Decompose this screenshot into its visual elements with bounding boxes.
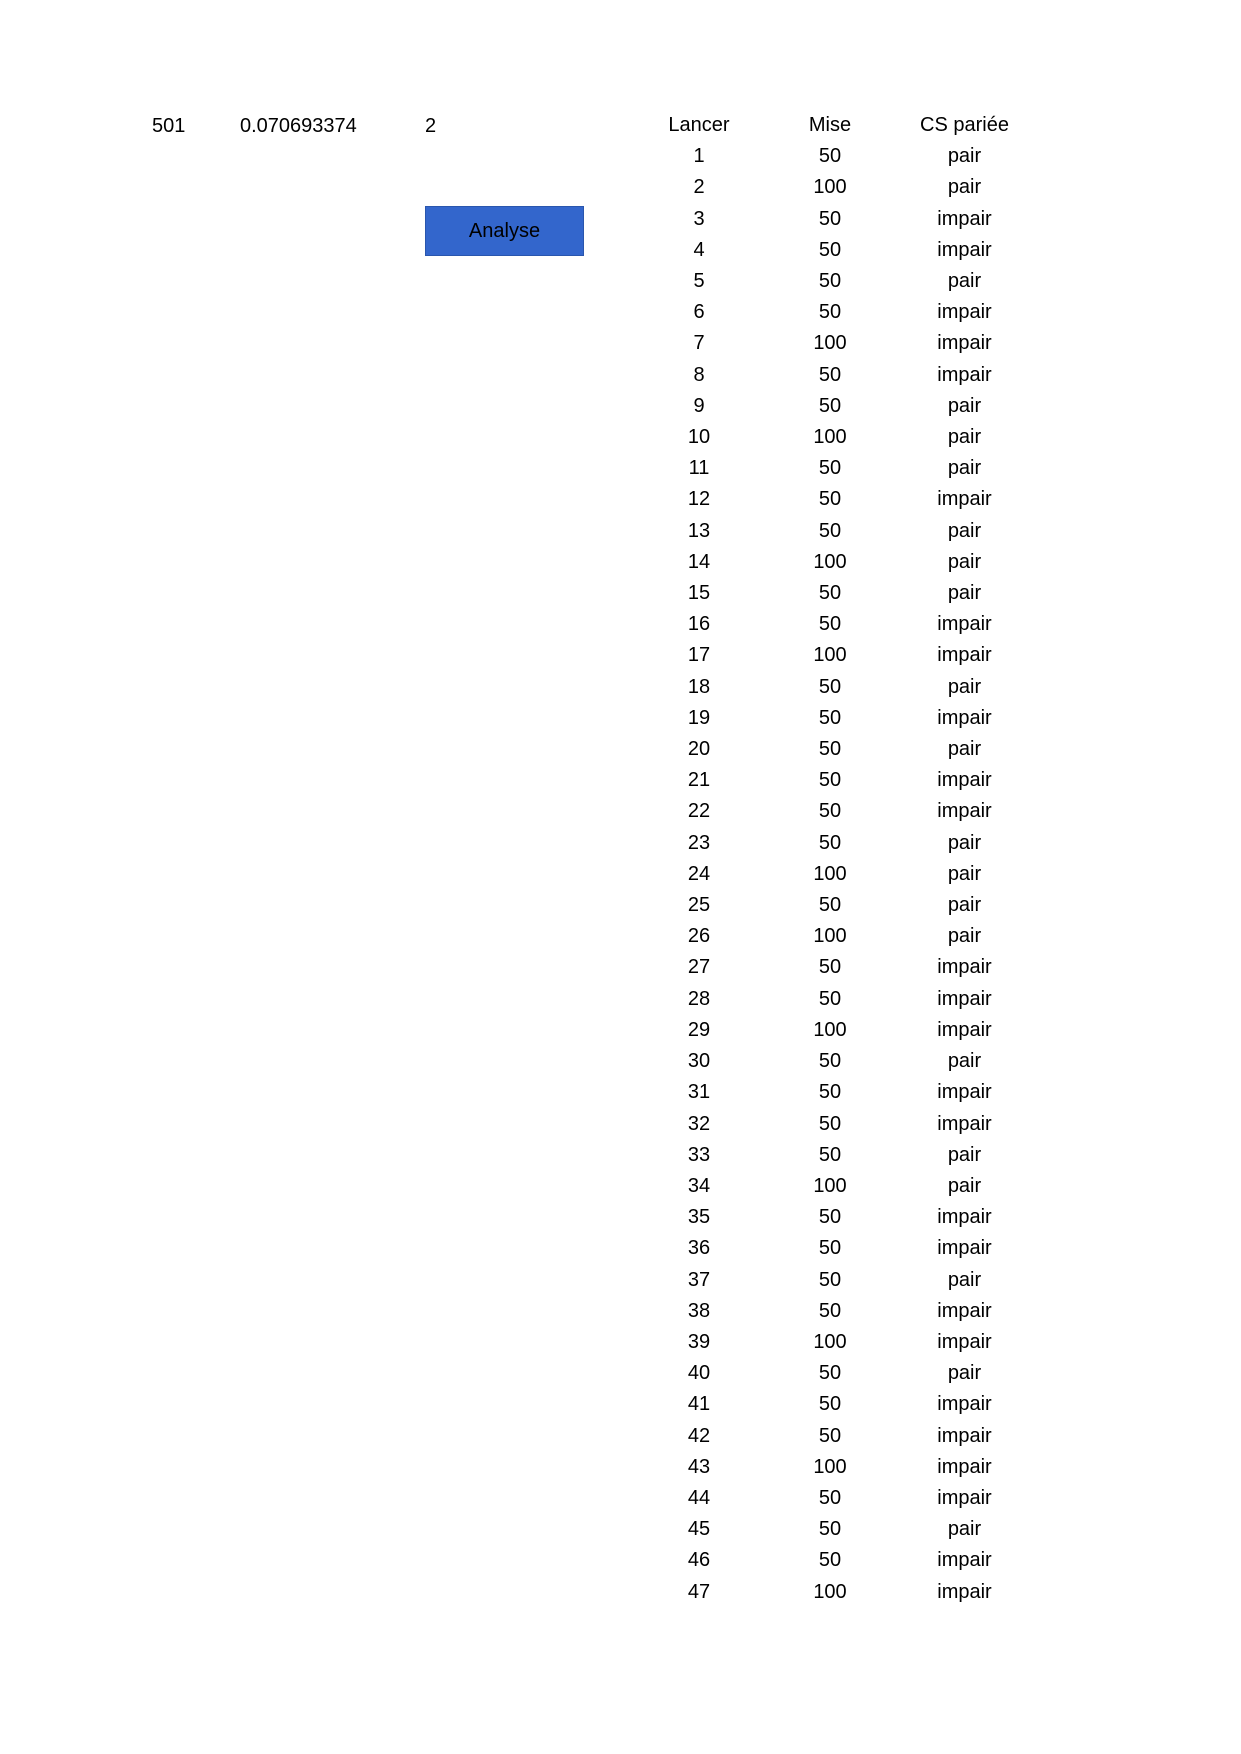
cell-lancer[interactable]: 10 (687, 426, 711, 449)
cell-lancer[interactable]: 21 (687, 769, 711, 792)
cell-cs-pariee[interactable]: pair (947, 1143, 982, 1166)
table-row (637, 360, 1030, 391)
cell-mise[interactable]: 50 (818, 1362, 842, 1385)
cell-lancer[interactable]: 23 (687, 831, 711, 854)
cell-cs-pariee[interactable]: impair (937, 1455, 992, 1478)
cell-lancer[interactable]: 24 (687, 862, 711, 885)
table-row (637, 890, 1030, 921)
cell-cs-pariee[interactable]: impair (937, 706, 992, 729)
table-row (637, 516, 1030, 547)
header-mise[interactable]: Mise (808, 114, 852, 136)
cell-mise[interactable]: 50 (818, 1050, 842, 1073)
cell-mise[interactable]: 100 (813, 1580, 847, 1603)
cell-mise[interactable]: 100 (813, 1174, 847, 1197)
cell-lancer[interactable]: 36 (687, 1237, 711, 1260)
cell-cs-pariee[interactable]: pair (947, 1362, 982, 1385)
cell-cs-pariee[interactable]: impair (937, 1580, 992, 1603)
table-row (637, 1483, 1030, 1514)
cell-cs-pariee[interactable]: pair (947, 675, 982, 698)
cell-lancer[interactable]: 14 (687, 550, 711, 573)
table-row (637, 328, 1030, 359)
table-row (637, 1421, 1030, 1452)
table-row (637, 609, 1030, 640)
cell-mise[interactable]: 100 (813, 644, 847, 667)
cell-mise[interactable]: 50 (818, 207, 842, 230)
cell-cs-pariee[interactable]: pair (947, 831, 982, 854)
cell-cs-pariee[interactable]: impair (937, 1081, 992, 1104)
cell-cs-pariee[interactable]: impair (937, 332, 992, 355)
table-row (637, 578, 1030, 609)
cell-mise[interactable]: 50 (818, 675, 842, 698)
cell-cs-pariee[interactable]: pair (947, 426, 982, 449)
cell-cs-pariee[interactable]: impair (937, 769, 992, 792)
table-row (637, 984, 1030, 1015)
cell-lancer[interactable]: 19 (687, 706, 711, 729)
cell-mise[interactable]: 50 (818, 145, 842, 168)
cell-lancer[interactable]: 20 (687, 738, 711, 761)
table-row (637, 297, 1030, 328)
cell-lancer[interactable]: 32 (687, 1112, 711, 1135)
table-row (637, 141, 1030, 172)
cell-cs-pariee[interactable]: impair (937, 800, 992, 823)
cell-cs-pariee[interactable]: pair (947, 176, 982, 199)
cell-mise[interactable]: 50 (818, 301, 842, 324)
table-row (637, 859, 1030, 890)
cell-lancer[interactable]: 18 (687, 675, 711, 698)
table-row (637, 235, 1030, 266)
cell-mise[interactable]: 50 (818, 894, 842, 917)
table-row (637, 1109, 1030, 1140)
cell-cs-pariee[interactable]: impair (937, 1237, 992, 1260)
cell-mise[interactable]: 50 (818, 582, 842, 605)
cell-cs-pariee[interactable]: impair (937, 1112, 992, 1135)
cell-lancer[interactable]: 29 (687, 1018, 711, 1041)
cell-lancer[interactable]: 12 (687, 488, 711, 511)
cell-mise[interactable]: 50 (818, 831, 842, 854)
cell-mise[interactable]: 100 (813, 550, 847, 573)
cell-mise[interactable]: 50 (818, 1393, 842, 1416)
cell-mise[interactable]: 50 (818, 956, 842, 979)
table-row (637, 1140, 1030, 1171)
cell-lancer[interactable]: 28 (687, 987, 711, 1010)
cell-cs-pariee[interactable]: impair (937, 644, 992, 667)
cell-lancer[interactable]: 16 (687, 613, 711, 636)
table-row (637, 672, 1030, 703)
cell-cs-pariee[interactable]: pair (947, 394, 982, 417)
cell-mise[interactable]: 50 (818, 1268, 842, 1291)
table-row (637, 204, 1030, 235)
cell-cs-pariee[interactable]: impair (937, 956, 992, 979)
cell-mise[interactable]: 50 (818, 1549, 842, 1572)
cell-lancer[interactable]: 40 (687, 1362, 711, 1385)
table-row (637, 1046, 1030, 1077)
cell-mise[interactable]: 50 (818, 613, 842, 636)
table-row (637, 484, 1030, 515)
cell-lancer[interactable]: 9 (693, 394, 705, 417)
cell-lancer[interactable]: 3 (693, 207, 705, 230)
cell-mise[interactable]: 100 (813, 426, 847, 449)
header-lancer[interactable]: Lancer (668, 114, 730, 136)
table-row (637, 547, 1030, 578)
cell-cs-pariee[interactable]: pair (947, 1174, 982, 1197)
cell-lancer[interactable]: 2 (693, 176, 705, 199)
cell-lancer[interactable]: 4 (693, 238, 705, 261)
table-row (637, 453, 1030, 484)
cell-cs-pariee[interactable]: pair (947, 270, 982, 293)
cell-mise[interactable]: 50 (818, 1486, 842, 1509)
table-row (637, 1389, 1030, 1420)
cell-mise[interactable]: 50 (818, 238, 842, 261)
cell-lancer[interactable]: 26 (687, 925, 711, 948)
cell-lancer[interactable]: 17 (687, 644, 711, 667)
cell-lancer[interactable]: 44 (687, 1486, 711, 1509)
cell-cs-pariee[interactable]: impair (937, 207, 992, 230)
cell-cs-pariee[interactable]: pair (947, 145, 982, 168)
cell-cs-pariee[interactable]: impair (937, 1424, 992, 1447)
cell-mise[interactable]: 50 (818, 270, 842, 293)
cell-mise[interactable]: 50 (818, 457, 842, 480)
table-row (637, 172, 1030, 203)
cell-mise[interactable]: 50 (818, 1112, 842, 1135)
cell-value-2[interactable]: 2 (425, 115, 437, 137)
cell-cs-pariee[interactable]: impair (937, 301, 992, 324)
cell-cs-pariee[interactable]: pair (947, 1050, 982, 1073)
cell-cs-pariee[interactable]: impair (937, 363, 992, 386)
table-row (637, 266, 1030, 297)
cell-lancer[interactable]: 1 (693, 145, 705, 168)
table-row (637, 1577, 1030, 1608)
cell-mise[interactable]: 50 (818, 1518, 842, 1541)
cell-cs-pariee[interactable]: impair (937, 1549, 992, 1572)
cell-cs-pariee[interactable]: pair (947, 862, 982, 885)
cell-lancer[interactable]: 25 (687, 894, 711, 917)
table-row (637, 952, 1030, 983)
cell-mise[interactable]: 50 (818, 1299, 842, 1322)
cell-lancer[interactable]: 6 (693, 301, 705, 324)
cell-cs-pariee[interactable]: pair (947, 738, 982, 761)
cell-mise[interactable]: 50 (818, 488, 842, 511)
table-row (637, 391, 1030, 422)
cell-lancer[interactable]: 42 (687, 1424, 711, 1447)
cell-cs-pariee[interactable]: impair (937, 238, 992, 261)
table-row (637, 796, 1030, 827)
table-row (637, 1514, 1030, 1545)
cell-cs-pariee[interactable]: impair (937, 1393, 992, 1416)
header-cs-pariee[interactable]: CS pariée (920, 114, 1009, 136)
cell-mise[interactable]: 50 (818, 800, 842, 823)
cell-cs-pariee[interactable]: pair (947, 1518, 982, 1541)
cell-mise[interactable]: 50 (818, 987, 842, 1010)
table-body (637, 141, 1030, 1608)
table-row (637, 1171, 1030, 1202)
cell-mise[interactable]: 100 (813, 862, 847, 885)
cell-lancer[interactable]: 37 (687, 1268, 711, 1291)
table-row (637, 921, 1030, 952)
cell-cs-pariee[interactable]: impair (937, 1018, 992, 1041)
cell-lancer[interactable]: 11 (688, 457, 710, 480)
cell-cs-pariee[interactable]: pair (947, 925, 982, 948)
cell-lancer[interactable]: 22 (687, 800, 711, 823)
table-row (637, 1265, 1030, 1296)
table-row (637, 1296, 1030, 1327)
cell-value-501[interactable]: 501 (152, 115, 186, 137)
table-row (637, 1545, 1030, 1576)
cell-lancer[interactable]: 7 (693, 332, 705, 355)
table-row (637, 1327, 1030, 1358)
cell-cs-pariee[interactable]: impair (937, 987, 992, 1010)
cell-cs-pariee[interactable]: pair (947, 582, 982, 605)
cell-lancer[interactable]: 46 (687, 1549, 711, 1572)
cell-mise[interactable]: 50 (818, 769, 842, 792)
table-row (637, 640, 1030, 671)
cell-mise[interactable]: 50 (818, 1424, 842, 1447)
cell-cs-pariee[interactable]: impair (937, 1206, 992, 1229)
cell-mise[interactable]: 100 (813, 1018, 847, 1041)
cell-cs-pariee[interactable]: pair (947, 457, 982, 480)
table-row (637, 1077, 1030, 1108)
cell-mise[interactable]: 50 (818, 738, 842, 761)
cell-lancer[interactable]: 47 (687, 1580, 711, 1603)
cell-mise[interactable]: 50 (818, 1081, 842, 1104)
cell-lancer[interactable]: 15 (687, 582, 711, 605)
bets-table (637, 110, 1030, 1608)
cell-cs-pariee[interactable]: pair (947, 894, 982, 917)
cell-mise[interactable]: 50 (818, 519, 842, 542)
cell-cs-pariee[interactable]: impair (937, 1299, 992, 1322)
cell-cs-pariee[interactable]: impair (937, 1330, 992, 1353)
table-row (637, 1452, 1030, 1483)
cell-lancer[interactable]: 31 (687, 1081, 711, 1104)
cell-mise[interactable]: 100 (813, 1455, 847, 1478)
table-row (637, 422, 1030, 453)
cell-lancer[interactable]: 5 (693, 270, 705, 293)
cell-mise[interactable]: 50 (818, 1237, 842, 1260)
cell-lancer[interactable]: 39 (687, 1330, 711, 1353)
cell-lancer[interactable]: 43 (687, 1455, 711, 1478)
table-header-row (637, 110, 1030, 141)
cell-mise[interactable]: 50 (818, 1143, 842, 1166)
table-row (637, 765, 1030, 796)
table-row (637, 1233, 1030, 1264)
cell-lancer[interactable]: 27 (687, 956, 711, 979)
cell-mise[interactable]: 50 (818, 706, 842, 729)
cell-cs-pariee[interactable]: impair (937, 613, 992, 636)
cell-lancer[interactable]: 33 (687, 1143, 711, 1166)
cell-lancer[interactable]: 35 (687, 1206, 711, 1229)
cell-cs-pariee[interactable]: pair (947, 550, 982, 573)
cell-mise[interactable]: 100 (813, 176, 847, 199)
cell-value-probability[interactable]: 0.070693374 (240, 115, 357, 137)
cell-mise[interactable]: 100 (813, 332, 847, 355)
table-row (637, 1358, 1030, 1389)
cell-mise[interactable]: 50 (818, 394, 842, 417)
cell-mise[interactable]: 50 (818, 363, 842, 386)
table-row (637, 734, 1030, 765)
table-row (637, 703, 1030, 734)
cell-mise[interactable]: 100 (813, 925, 847, 948)
cell-lancer[interactable]: 8 (693, 363, 705, 386)
cell-cs-pariee[interactable]: impair (937, 1486, 992, 1509)
cell-lancer[interactable]: 45 (687, 1518, 711, 1541)
cell-cs-pariee[interactable]: impair (937, 488, 992, 511)
cell-cs-pariee[interactable]: pair (947, 1268, 982, 1291)
cell-cs-pariee[interactable]: pair (947, 519, 982, 542)
table-row (637, 828, 1030, 859)
cell-mise[interactable]: 50 (818, 1206, 842, 1229)
table-row (637, 1202, 1030, 1233)
table-row (637, 1015, 1030, 1046)
cell-lancer[interactable]: 38 (687, 1299, 711, 1322)
cell-mise[interactable]: 100 (813, 1330, 847, 1353)
analyse-button[interactable]: Analyse (425, 206, 584, 256)
cell-lancer[interactable]: 34 (687, 1174, 711, 1197)
cell-lancer[interactable]: 13 (687, 519, 711, 542)
cell-lancer[interactable]: 41 (687, 1393, 711, 1416)
cell-lancer[interactable]: 30 (687, 1050, 711, 1073)
